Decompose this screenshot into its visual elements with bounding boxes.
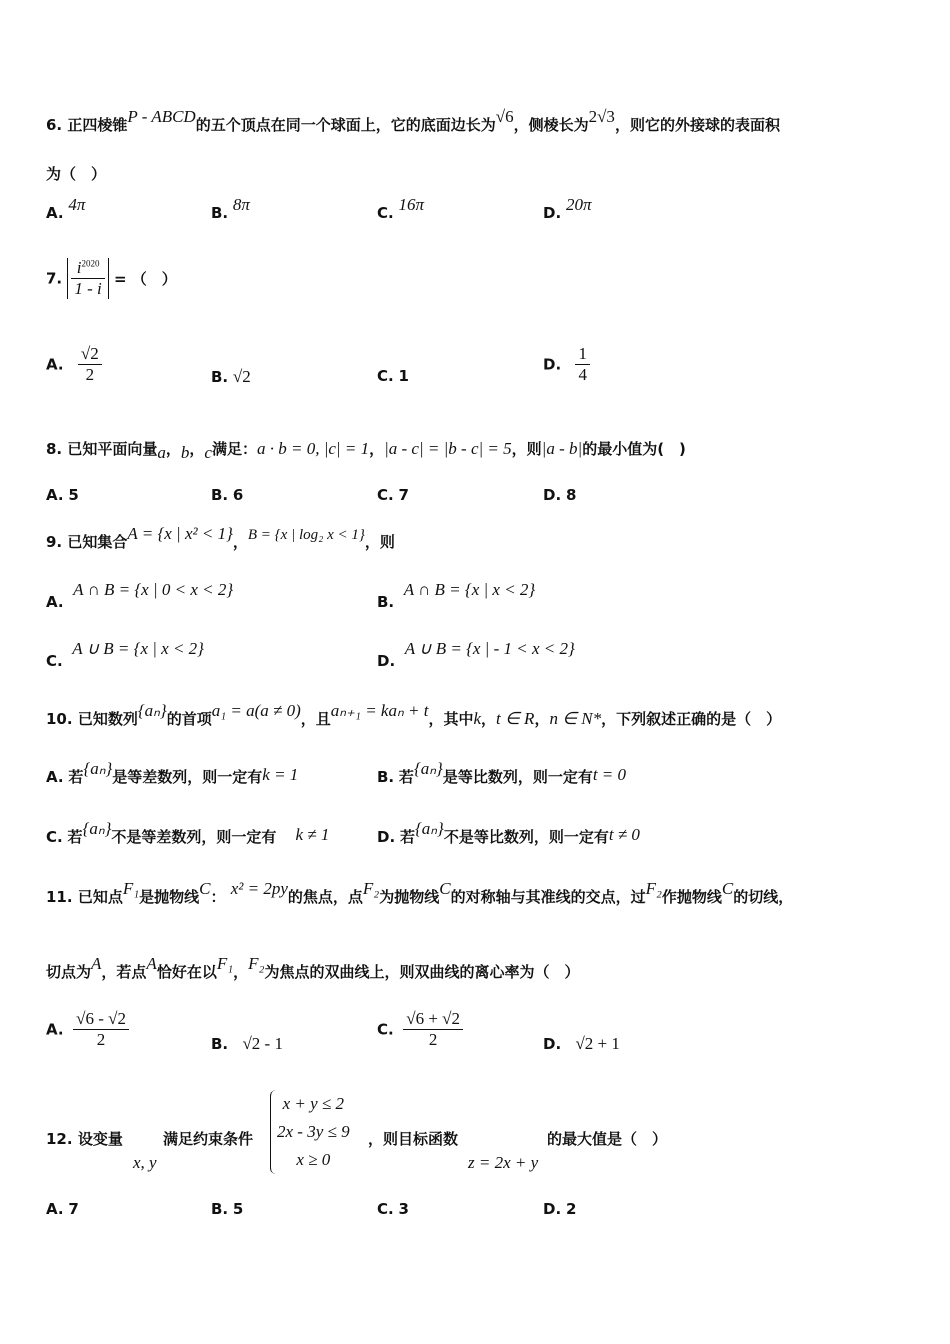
question-text: 的最大值是（ ）	[547, 1130, 668, 1148]
separator: ，	[232, 533, 248, 551]
q11-option-a[interactable]	[46, 1009, 129, 1050]
option-value: 1	[398, 367, 409, 385]
option-label: B.	[211, 204, 229, 222]
option-label: B.	[211, 486, 229, 504]
question-text: 的对称轴与其准线的交点，过	[450, 888, 646, 906]
constraint-1: x + y ≤ 2	[282, 1094, 344, 1113]
separator: ，	[233, 963, 249, 981]
q9-option-b[interactable]	[377, 580, 536, 611]
question-text: ，则它的外接球的表面积	[614, 116, 780, 134]
constraint-system	[270, 1090, 350, 1174]
option-label: D.	[543, 1200, 562, 1218]
denominator: 2	[96, 1030, 106, 1049]
denominator: 2	[85, 365, 95, 384]
option-label: C.	[377, 367, 394, 385]
option-value: 5	[232, 1200, 244, 1218]
option-label: B.	[377, 768, 395, 786]
option-label: D.	[543, 1035, 562, 1053]
option-value: √2 - 1	[242, 1034, 283, 1053]
question-12-objective-label	[368, 1128, 458, 1149]
option-value: A ∩ B = {x | 0 < x < 2}	[73, 580, 234, 599]
option-label: A.	[46, 204, 64, 222]
question-text: 已知平面向量	[67, 440, 158, 458]
question-number: 11.	[46, 888, 73, 906]
q11-option-b[interactable]	[211, 1034, 283, 1054]
option-label: C.	[377, 1200, 394, 1218]
math-expression: |a - c| = |b - c| = 5	[384, 439, 512, 458]
math-expression: {aₙ}	[82, 819, 112, 838]
question-12-objective	[468, 1153, 538, 1173]
question-text: 切点为	[46, 963, 92, 981]
option-label: C.	[46, 652, 63, 670]
q9-option-a[interactable]	[46, 580, 234, 611]
option-value: 3	[398, 1200, 409, 1218]
option-label: A.	[46, 355, 64, 374]
q8-option-d[interactable]	[543, 486, 576, 504]
option-value: √2 + 1	[575, 1034, 620, 1053]
option-value: t = 0	[592, 765, 627, 784]
question-text: 恰好在以	[156, 963, 217, 981]
question-text: 的焦点，点	[287, 888, 363, 906]
q7-option-a[interactable]	[46, 344, 102, 385]
question-text: 的切线，	[733, 888, 794, 906]
question-number: 6.	[46, 116, 63, 134]
constraint-brace	[270, 1090, 350, 1174]
option-text: 若	[399, 828, 415, 846]
q6-option-b[interactable]	[211, 195, 250, 223]
math-variable: A	[91, 954, 102, 973]
option-value: 6	[232, 486, 244, 504]
question-11-line-2	[46, 954, 580, 982]
exponent: 2020	[81, 258, 100, 269]
option-label: A.	[46, 593, 64, 611]
math-expression: P - ABCD	[127, 107, 196, 126]
math-expression: B = {x | log₂ x < 1}	[247, 527, 365, 543]
denominator: 4	[578, 365, 587, 384]
option-value: 16π	[398, 195, 425, 214]
question-12-tail	[547, 1128, 667, 1149]
question-text: 正四棱锥	[67, 116, 128, 134]
q12-option-a[interactable]	[46, 1200, 79, 1218]
numerator: √6 + √2	[403, 1009, 463, 1030]
math-expression: √6	[495, 107, 514, 126]
math-variable: F₂	[645, 879, 662, 898]
q7-option-b[interactable]	[211, 367, 251, 387]
math-expression: x, y	[133, 1153, 157, 1172]
q6-option-c[interactable]	[377, 195, 425, 223]
option-value: 7	[398, 486, 409, 504]
option-text: 若	[68, 768, 84, 786]
option-value: k = 1	[262, 765, 299, 784]
math-expression: {aₙ}	[414, 819, 444, 838]
question-text: 作抛物线	[661, 888, 722, 906]
option-label: B.	[211, 1200, 229, 1218]
math-expression: A = {x | x² < 1}	[127, 524, 233, 543]
question-6-line-2	[46, 163, 106, 184]
math-expression: t ∈ R	[496, 709, 535, 728]
separator: ，	[481, 710, 497, 728]
question-text: 已知集合	[67, 533, 128, 551]
q11-option-d[interactable]	[543, 1034, 620, 1054]
option-value: 8π	[232, 195, 250, 214]
q10-option-b[interactable]	[377, 759, 627, 787]
option-text: 是等比数列，则一定有	[442, 768, 593, 786]
question-text: 的五个顶点在同一个球面上，它的底面边长为	[195, 116, 496, 134]
option-value: 2	[565, 1200, 577, 1218]
option-label: D.	[377, 652, 396, 670]
question-text: ，	[369, 440, 385, 458]
q10-option-a[interactable]	[46, 759, 299, 787]
question-text: 的最小值为( )	[582, 440, 686, 458]
option-value: √2	[232, 367, 251, 386]
option-label: B.	[377, 593, 395, 611]
question-12-constraint-label	[163, 1128, 253, 1149]
option-label: D.	[543, 355, 562, 374]
fraction	[71, 258, 104, 299]
question-text: 设变量	[77, 1130, 123, 1148]
math-variable: F₂	[248, 954, 265, 973]
constraint-2: 2x - 3y ≤ 9	[277, 1122, 350, 1141]
q8-option-c[interactable]	[377, 486, 409, 504]
q6-option-d[interactable]	[543, 195, 592, 223]
option-label: A.	[46, 768, 64, 786]
q9-option-c[interactable]	[46, 639, 204, 670]
question-text: ，其中	[428, 710, 474, 728]
question-number: 12.	[46, 1130, 73, 1148]
q11-option-c[interactable]	[377, 1009, 463, 1050]
separator: ：	[210, 888, 226, 906]
q12-option-c[interactable]	[377, 1200, 409, 1218]
q7-option-d[interactable]	[543, 344, 590, 385]
math-expression: aₙ₊₁ = kaₙ + t	[330, 701, 429, 720]
option-value: A ∩ B = {x | x < 2}	[403, 580, 536, 599]
option-value: 8	[565, 486, 577, 504]
math-expression: {aₙ}	[83, 759, 113, 778]
absolute-value	[67, 258, 108, 299]
question-12-text	[46, 1128, 123, 1149]
option-text: 是等差数列，则一定有	[112, 768, 263, 786]
math-expression: |a - b|	[541, 439, 583, 458]
option-text: 若	[67, 828, 83, 846]
question-number: 8.	[46, 440, 63, 458]
math-variable: k	[473, 709, 481, 728]
q6-option-a[interactable]	[46, 195, 86, 223]
math-variable: C	[721, 879, 734, 898]
option-label: C.	[377, 204, 394, 222]
question-number: 7.	[46, 269, 63, 288]
question-10	[46, 701, 782, 729]
q7-option-c[interactable]	[377, 367, 409, 385]
option-value: A ∪ B = {x | x < 2}	[72, 639, 204, 658]
numerator: √2	[78, 344, 102, 365]
question-text: 已知点	[77, 888, 123, 906]
option-label: C.	[46, 828, 63, 846]
option-text: 不是等差数列，则一定有	[111, 828, 277, 846]
question-text: ，下列叙述正确的是（ ）	[601, 710, 782, 728]
option-value: 4π	[68, 195, 86, 214]
math-variable: b	[180, 443, 190, 462]
math-variable: C	[439, 879, 451, 898]
option-label: D.	[377, 828, 396, 846]
question-text: 已知数列	[77, 710, 138, 728]
question-7	[46, 258, 177, 299]
question-text: 满足约束条件	[163, 1130, 254, 1148]
numerator: i	[76, 258, 82, 277]
question-8	[46, 438, 686, 462]
question-text: 为焦点的双曲线上，则双曲线的离心率为（ ）	[264, 963, 580, 981]
math-variable: F₁	[122, 879, 140, 898]
option-label: A.	[46, 1200, 64, 1218]
math-variable: c	[204, 443, 212, 462]
question-text: = （ ）	[114, 270, 177, 288]
q10-option-d[interactable]	[377, 819, 640, 847]
math-variable: F₂	[362, 879, 380, 898]
question-text: ，则目标函数	[368, 1130, 459, 1148]
option-label: C.	[377, 1020, 394, 1039]
math-expression: 2√3	[588, 107, 615, 126]
q12-option-d[interactable]	[543, 1200, 576, 1218]
question-9	[46, 524, 395, 552]
question-text: 为（ ）	[46, 165, 107, 183]
question-text: 为抛物线	[379, 888, 440, 906]
option-label: D.	[543, 486, 562, 504]
math-variable: F₁	[216, 954, 234, 973]
option-label: B.	[211, 368, 229, 386]
option-value: k ≠ 1	[295, 825, 330, 844]
math-expression: a · b = 0, |c| = 1	[256, 439, 370, 458]
question-text: 满足：	[211, 440, 257, 458]
math-expression: x² = 2py	[230, 879, 288, 898]
question-text: 是抛物线	[139, 888, 200, 906]
math-expression: {aₙ}	[137, 701, 167, 720]
fraction	[403, 1009, 463, 1050]
denominator: 1 - i	[74, 279, 102, 298]
q9-option-d[interactable]	[377, 639, 575, 670]
option-label: B.	[211, 1035, 229, 1053]
math-variable: C	[199, 879, 211, 898]
question-text: ，且	[300, 710, 331, 728]
question-text: ，则	[511, 440, 542, 458]
option-label: C.	[377, 486, 394, 504]
question-text: ，若点	[101, 963, 147, 981]
q8-option-b[interactable]	[211, 486, 243, 504]
option-text: 若	[398, 768, 414, 786]
separator: ，	[534, 710, 550, 728]
q10-option-c[interactable]	[46, 819, 330, 847]
math-expression: a₁ = a(a ≠ 0)	[211, 701, 301, 720]
option-label: A.	[46, 1020, 64, 1039]
q8-option-a[interactable]	[46, 486, 79, 504]
option-value: t ≠ 0	[608, 825, 640, 844]
math-variable: a	[157, 443, 166, 462]
numerator: 1	[575, 344, 590, 365]
q12-option-b[interactable]	[211, 1200, 243, 1218]
question-text: ，侧棱长为	[513, 116, 589, 134]
math-expression: n ∈ N*	[549, 709, 602, 728]
fraction	[73, 1009, 129, 1050]
question-6-line-1	[46, 107, 780, 135]
option-value: 20π	[565, 195, 592, 214]
numerator: √6 - √2	[73, 1009, 129, 1030]
question-text: ，则	[364, 533, 395, 551]
separator: ，	[165, 440, 181, 458]
question-12-variables	[133, 1153, 157, 1173]
math-expression: z = 2x + y	[468, 1153, 539, 1172]
constraint-3: x ≥ 0	[296, 1150, 331, 1169]
question-11-line-1	[46, 879, 794, 907]
question-number: 9.	[46, 533, 63, 551]
question-text: 的首项	[166, 710, 212, 728]
option-value: A ∪ B = {x | - 1 < x < 2}	[404, 639, 575, 658]
option-label: A.	[46, 486, 64, 504]
fraction	[575, 344, 590, 385]
option-text: 不是等比数列，则一定有	[443, 828, 609, 846]
option-label: D.	[543, 204, 562, 222]
math-variable: A	[146, 954, 157, 973]
fraction	[78, 344, 102, 385]
question-number: 10.	[46, 710, 73, 728]
option-value: 5	[68, 486, 79, 504]
separator: ，	[189, 440, 205, 458]
denominator: 2	[428, 1030, 438, 1049]
option-value: 7	[68, 1200, 79, 1218]
math-expression: {aₙ}	[413, 759, 443, 778]
